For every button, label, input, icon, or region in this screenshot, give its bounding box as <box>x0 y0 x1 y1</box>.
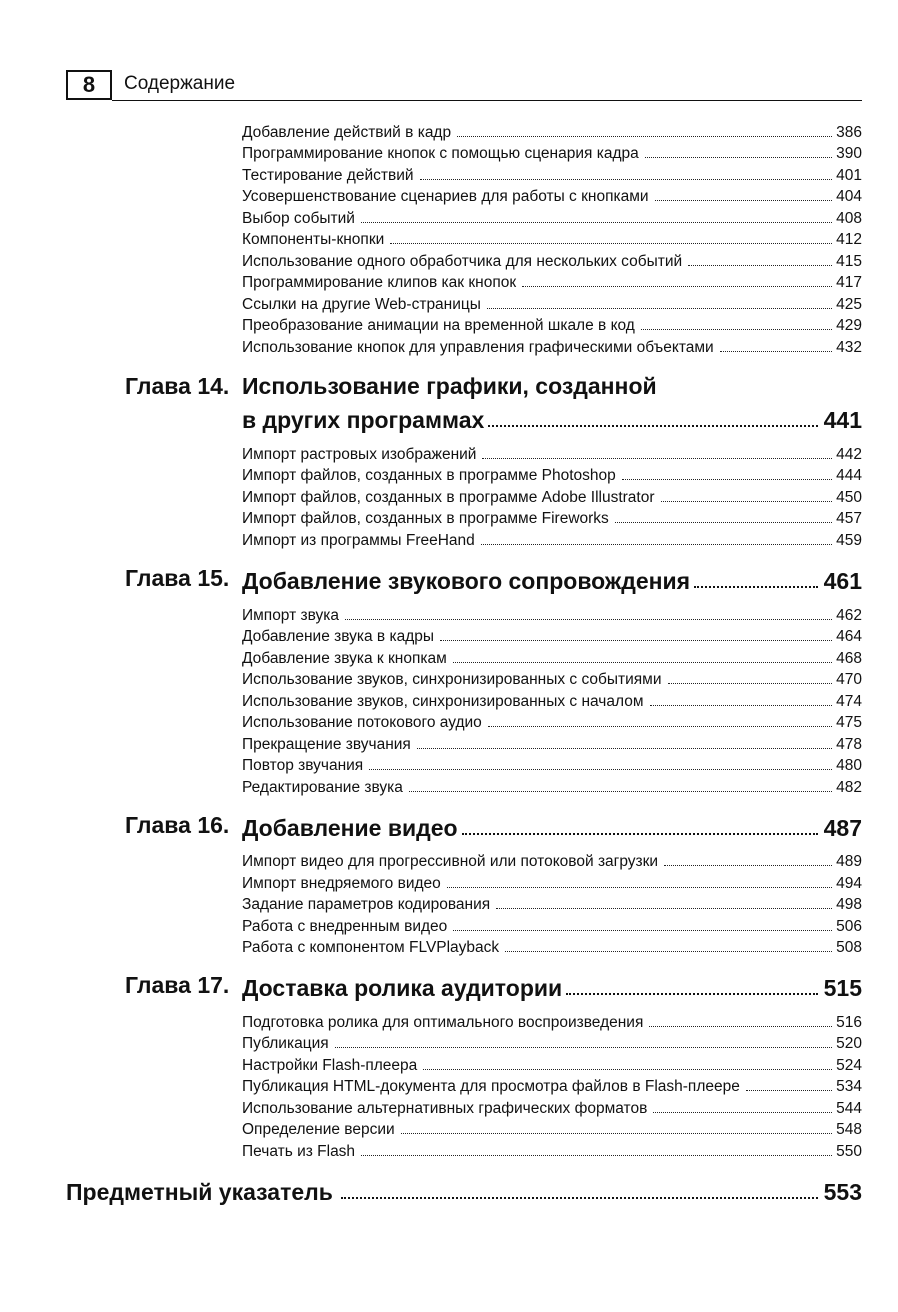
page-number: 8 <box>66 70 112 100</box>
chapter-page: 441 <box>823 407 862 433</box>
entry-page: 412 <box>836 231 862 248</box>
dot-leader <box>453 930 832 931</box>
dot-leader <box>615 522 832 523</box>
toc-entry[interactable] <box>242 336 862 357</box>
entry-page: 474 <box>836 693 862 710</box>
entry-title: Добавление действий в кадр <box>242 124 452 141</box>
dot-leader <box>522 286 832 287</box>
entry-title: Импорт из программы FreeHand <box>242 532 475 549</box>
entry-title: Работа с внедренным видео <box>242 918 448 935</box>
entry-title: Импорт файлов, созданных в программе Fireworks <box>242 510 609 527</box>
entry-title: Использование звуков, синхронизированных с событиями <box>242 671 662 688</box>
dot-leader <box>655 200 833 201</box>
toc-entry[interactable] <box>242 754 862 775</box>
running-header <box>66 70 862 102</box>
dot-leader <box>417 748 832 749</box>
dot-leader <box>488 726 832 727</box>
entry-title: Добавление звука в кадры <box>242 628 435 645</box>
chapter-heading[interactable] <box>242 565 862 595</box>
entry-title: Усовершенствование сценариев для работы с кнопками <box>242 188 649 205</box>
toc-entry[interactable] <box>242 711 862 732</box>
chapter-label: Глава 17. <box>125 972 230 998</box>
dot-leader <box>566 993 817 995</box>
entry-title: Работа с компонентом FLVPlayback <box>242 939 500 956</box>
entry-title: Использование одного обработчика для нескольких событий <box>242 253 683 270</box>
toc-entry[interactable] <box>242 207 862 228</box>
entry-page: 386 <box>836 124 862 141</box>
dot-leader <box>649 1026 832 1027</box>
index-heading[interactable] <box>66 1176 862 1206</box>
entry-title: Импорт файлов, созданных в программе Adobe Illustrator <box>242 489 655 506</box>
entry-title: Тестирование действий <box>242 167 414 184</box>
entry-title: Ссылки на другие Web-страницы <box>242 296 481 313</box>
dot-leader <box>335 1047 833 1048</box>
dot-leader <box>361 1155 832 1156</box>
dot-leader <box>345 619 832 620</box>
dot-leader <box>457 136 832 137</box>
dot-leader <box>688 265 832 266</box>
entry-page: 544 <box>836 1100 862 1117</box>
chapter-page: 515 <box>823 975 862 1001</box>
dot-leader <box>650 705 833 706</box>
entry-page: 442 <box>836 446 862 463</box>
dot-leader <box>641 329 832 330</box>
dot-leader <box>462 833 818 835</box>
entry-page: 478 <box>836 736 862 753</box>
toc-entry[interactable] <box>242 1011 862 1032</box>
toc-entry[interactable] <box>242 529 862 550</box>
chapter-title: Добавление видео <box>242 815 458 841</box>
entry-title: Использование альтернативных графических форматов <box>242 1100 648 1117</box>
toc-entry[interactable] <box>242 443 862 464</box>
toc-entry[interactable] <box>242 690 862 711</box>
entry-page: 415 <box>836 253 862 270</box>
entry-page: 459 <box>836 532 862 549</box>
dot-leader <box>664 865 832 866</box>
dot-leader <box>361 222 832 223</box>
entry-page: 508 <box>836 939 862 956</box>
dot-leader <box>401 1133 832 1134</box>
entry-title: Импорт внедряемого видео <box>242 875 441 892</box>
toc-entry[interactable] <box>242 185 862 206</box>
entry-page: 404 <box>836 188 862 205</box>
entry-page: 432 <box>836 339 862 356</box>
entry-page: 464 <box>836 628 862 645</box>
entry-title: Задание параметров кодирования <box>242 896 491 913</box>
entry-page: 482 <box>836 779 862 796</box>
entry-title: Публикация HTML-документа для просмотра файлов в Flash-плеере <box>242 1078 740 1095</box>
index-page: 553 <box>823 1179 862 1205</box>
header-rule <box>112 100 862 101</box>
dot-leader <box>746 1090 832 1091</box>
chapter-page: 461 <box>823 568 862 594</box>
toc-entry[interactable] <box>242 604 862 625</box>
entry-title: Импорт звука <box>242 607 339 624</box>
entry-title: Использование потокового аудио <box>242 714 482 731</box>
chapter-title: Добавление звукового сопровождения <box>242 568 691 594</box>
dot-leader <box>440 640 832 641</box>
entry-title: Повтор звучания <box>242 757 364 774</box>
toc-entry[interactable] <box>242 507 862 528</box>
entry-page: 470 <box>836 671 862 688</box>
entry-title: Настройки Flash-плеера <box>242 1057 418 1074</box>
toc-entry[interactable] <box>242 142 862 163</box>
chapter-page: 487 <box>823 815 862 841</box>
toc-entry[interactable] <box>242 464 862 485</box>
toc-entry[interactable] <box>242 293 862 314</box>
chapter-label: Глава 15. <box>125 565 230 591</box>
toc-entry[interactable] <box>242 1075 862 1096</box>
entry-title: Печать из Flash <box>242 1143 356 1160</box>
entry-page: 444 <box>836 467 862 484</box>
entry-page: 534 <box>836 1078 862 1095</box>
dot-leader <box>409 791 832 792</box>
entry-page: 550 <box>836 1143 862 1160</box>
entry-page: 450 <box>836 489 862 506</box>
chapter-heading[interactable] <box>242 404 862 434</box>
chapter-title: Доставка ролика аудитории <box>242 975 563 1001</box>
chapter-label: Глава 16. <box>125 812 230 838</box>
entry-page: 425 <box>836 296 862 313</box>
dot-leader <box>482 458 832 459</box>
dot-leader <box>390 243 832 244</box>
toc-entry[interactable] <box>242 872 862 893</box>
toc-entry[interactable] <box>242 250 862 271</box>
entry-page: 408 <box>836 210 862 227</box>
dot-leader <box>505 951 832 952</box>
entry-page: 390 <box>836 145 862 162</box>
dot-leader <box>694 586 818 588</box>
toc-entry[interactable] <box>242 936 862 957</box>
entry-title: Импорт растровых изображений <box>242 446 477 463</box>
entry-title: Импорт видео для прогрессивной или потоковой загрузки <box>242 853 659 870</box>
dot-leader <box>420 179 833 180</box>
dot-leader <box>496 908 832 909</box>
dot-leader <box>488 425 817 427</box>
entry-page: 475 <box>836 714 862 731</box>
toc-entry[interactable] <box>242 1140 862 1161</box>
toc-entry[interactable] <box>242 228 862 249</box>
entry-page: 417 <box>836 274 862 291</box>
entry-page: 524 <box>836 1057 862 1074</box>
entry-title: Преобразование анимации на временной шкале в код <box>242 317 635 334</box>
entry-page: 480 <box>836 757 862 774</box>
toc-entry[interactable] <box>242 733 862 754</box>
toc-entry[interactable] <box>242 121 862 142</box>
entry-title: Компоненты-кнопки <box>242 231 385 248</box>
entry-title: Редактирование звука <box>242 779 403 796</box>
chapter-heading[interactable] <box>242 812 862 842</box>
toc-entry[interactable] <box>242 164 862 185</box>
entry-page: 548 <box>836 1121 862 1138</box>
entry-page: 520 <box>836 1035 862 1052</box>
entry-title: Программирование клипов как кнопок <box>242 274 517 291</box>
dot-leader <box>369 769 832 770</box>
toc-entry[interactable] <box>242 486 862 507</box>
entry-page: 494 <box>836 875 862 892</box>
chapter-title: в других программах <box>242 407 485 433</box>
index-title: Предметный указатель <box>66 1179 333 1205</box>
entry-title: Подготовка ролика для оптимального воспроизведения <box>242 1014 644 1031</box>
dot-leader <box>341 1197 818 1199</box>
chapter-label: Глава 14. <box>125 373 230 399</box>
dot-leader <box>653 1112 832 1113</box>
dot-leader <box>481 544 832 545</box>
entry-title: Использование звуков, синхронизированных с началом <box>242 693 644 710</box>
dot-leader <box>423 1069 832 1070</box>
toc-entry[interactable] <box>242 850 862 871</box>
entry-page: 498 <box>836 896 862 913</box>
dot-leader <box>661 501 833 502</box>
toc-entry[interactable] <box>242 1118 862 1139</box>
entry-page: 468 <box>836 650 862 667</box>
toc-entry[interactable] <box>242 647 862 668</box>
entry-title: Добавление звука к кнопкам <box>242 650 447 667</box>
dot-leader <box>622 479 832 480</box>
entry-page: 457 <box>836 510 862 527</box>
entry-page: 489 <box>836 853 862 870</box>
entry-title: Определение версии <box>242 1121 395 1138</box>
toc-entry[interactable] <box>242 625 862 646</box>
toc-entry[interactable] <box>242 915 862 936</box>
entry-page: 516 <box>836 1014 862 1031</box>
dot-leader <box>453 662 832 663</box>
entry-title: Прекращение звучания <box>242 736 411 753</box>
toc-entry[interactable] <box>242 1032 862 1053</box>
entry-title: Публикация <box>242 1035 329 1052</box>
entry-page: 462 <box>836 607 862 624</box>
entry-page: 506 <box>836 918 862 935</box>
entry-page: 429 <box>836 317 862 334</box>
toc-entry[interactable] <box>242 893 862 914</box>
chapter-title-line1[interactable]: Использование графики, созданной <box>242 373 657 399</box>
dot-leader <box>668 683 833 684</box>
entry-title: Импорт файлов, созданных в программе Photoshop <box>242 467 616 484</box>
toc-entry[interactable] <box>242 314 862 335</box>
dot-leader <box>447 887 832 888</box>
entry-page: 401 <box>836 167 862 184</box>
running-title: Содержание <box>124 73 236 94</box>
dot-leader <box>720 351 832 352</box>
entry-title: Программирование кнопок с помощью сценария кадра <box>242 145 639 162</box>
toc-entry[interactable] <box>242 668 862 689</box>
toc-entry[interactable] <box>242 271 862 292</box>
toc-entry[interactable] <box>242 1097 862 1118</box>
toc-entry[interactable] <box>242 1054 862 1075</box>
toc-entry[interactable] <box>242 776 862 797</box>
dot-leader <box>487 308 832 309</box>
dot-leader <box>645 157 832 158</box>
entry-title: Использование кнопок для управления графическими объектами <box>242 339 714 356</box>
entry-title: Выбор событий <box>242 210 355 227</box>
chapter-heading[interactable] <box>242 972 862 1002</box>
